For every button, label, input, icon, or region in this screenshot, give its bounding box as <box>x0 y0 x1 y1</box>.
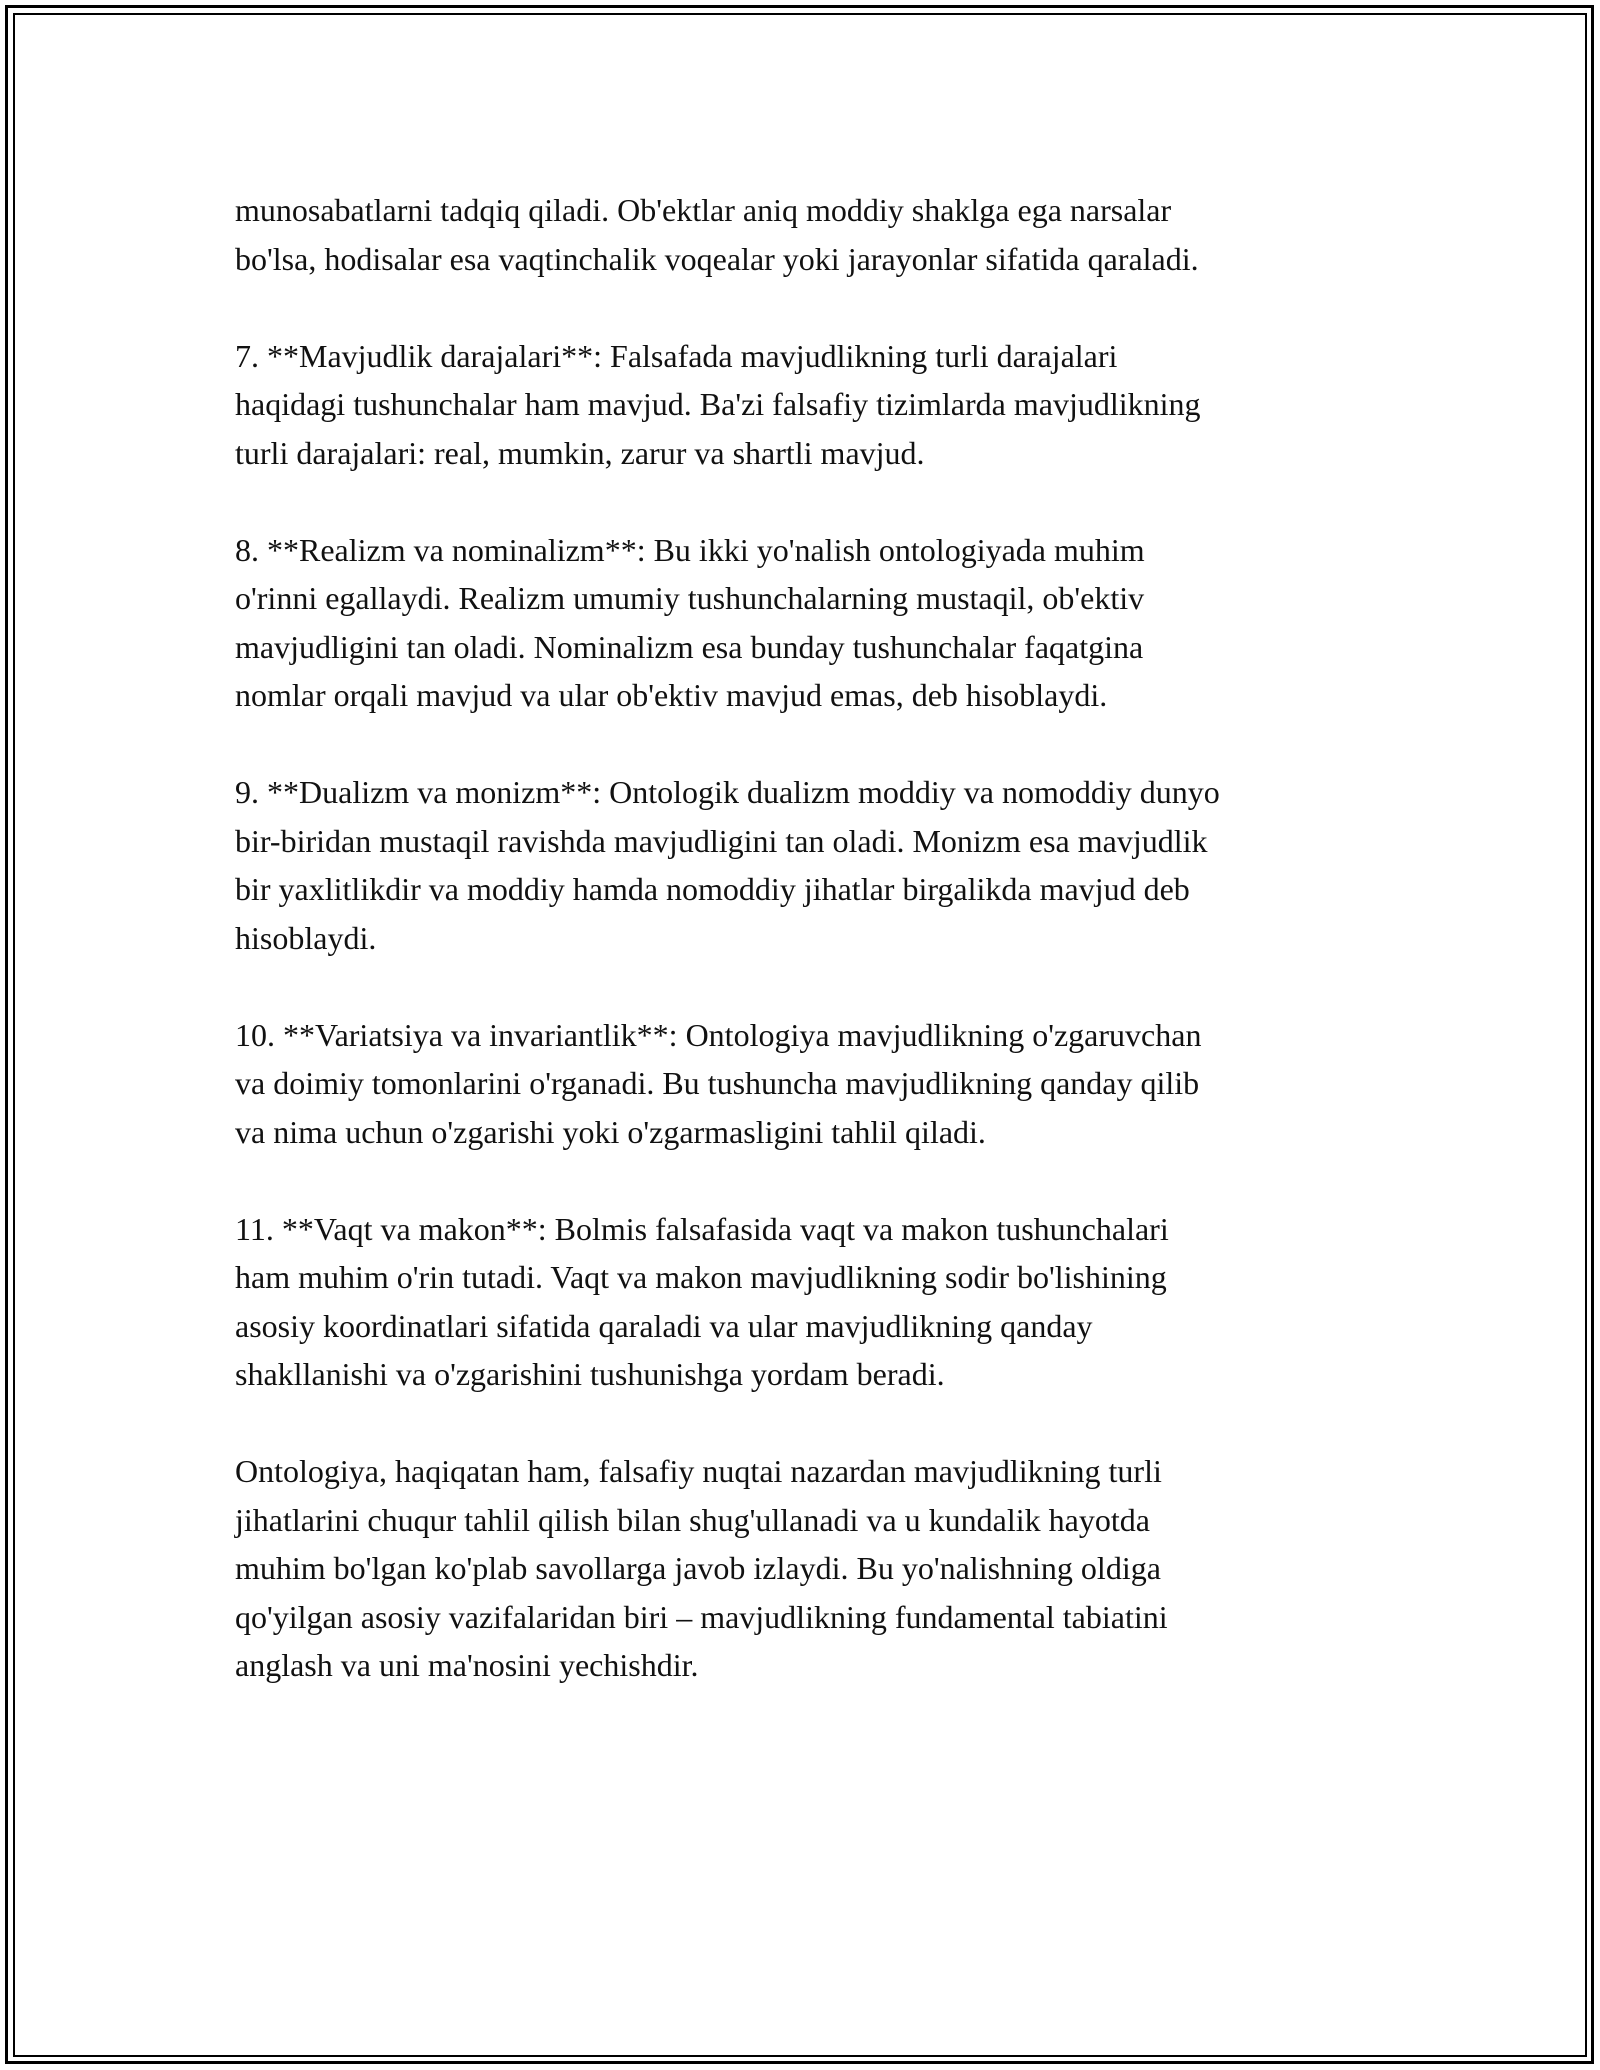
paragraph-item-11: 11. **Vaqt va makon**: Bolmis falsafasida vaqt va makon tushunchalari ham muhim o'rin tutadi. Vaqt va makon mavjudlikning sodir bo'lishining asosiy koordinatlari sifatida qaraladi va ular mavjudlikning qanday shakllanishi va o'zgarishini tushunishga yordam beradi. <box>235 1210 1169 1392</box>
document-body <box>235 186 1415 1738</box>
paragraph-item-8: 8. **Realizm va nominalizm**: Bu ikki yo'nalish ontologiyada muhim o'rinni egallaydi. Realizm umumiy tushunchalarning mustaqil, ob'ektiv mavjudligini tan oladi. Nominalizm esa bunday tushunchalar faqatgina nomlar orqali mavjud va ular ob'ektiv mavjud emas, deb hisoblaydi. <box>235 531 1145 713</box>
paragraph-item-10: 10. **Variatsiya va invariantlik**: Ontologiya mavjudlikning o'zgaruvchan va doimiy tomonlarini o'rganadi. Bu tushuncha mavjudlikning qanday qilib va nima uchun o'zgarishi yoki o'zgarmasligini tahlil qiladi. <box>235 1016 1202 1150</box>
paragraph-conclusion: Ontologiya, haqiqatan ham, falsafiy nuqtai nazardan mavjudlikning turli jihatlarini chuqur tahlil qilish bilan shug'ullanadi va u kundalik hayotda muhim bo'lgan ko'plab savollarga javob izlaydi. Bu yo'nalishning oldiga qo'yilgan asosiy vazifalaridan biri – mavjudlikning fundamental tabiatini anglash va uni ma'nosini yechishdir. <box>235 1453 1168 1683</box>
paragraph-item-9: 9. **Dualizm va monizm**: Ontologik dualizm moddiy va nomoddiy dunyo bir-biridan mustaqil ravishda mavjudligini tan oladi. Monizm esa mavjudlik bir yaxlitlikdir va moddiy hamda nomoddiy jihatlar birgalikda mavjud deb hisoblaydi. <box>235 774 1220 956</box>
paragraph-intro-continuation: munosabatlarni tadqiq qiladi. Ob'ektlar aniq moddiy shaklga ega narsalar bo'lsa, hodisalar esa vaqtinchalik voqealar yoki jarayonlar sifatida qaraladi. <box>235 192 1199 277</box>
paragraph-item-7: 7. **Mavjudlik darajalari**: Falsafada mavjudlikning turli darajalari haqidagi tushunchalar ham mavjud. Ba'zi falsafiy tizimlarda mavjudlikning turli darajalari: real, mumkin, zarur va shartli mavjud. <box>235 337 1201 471</box>
